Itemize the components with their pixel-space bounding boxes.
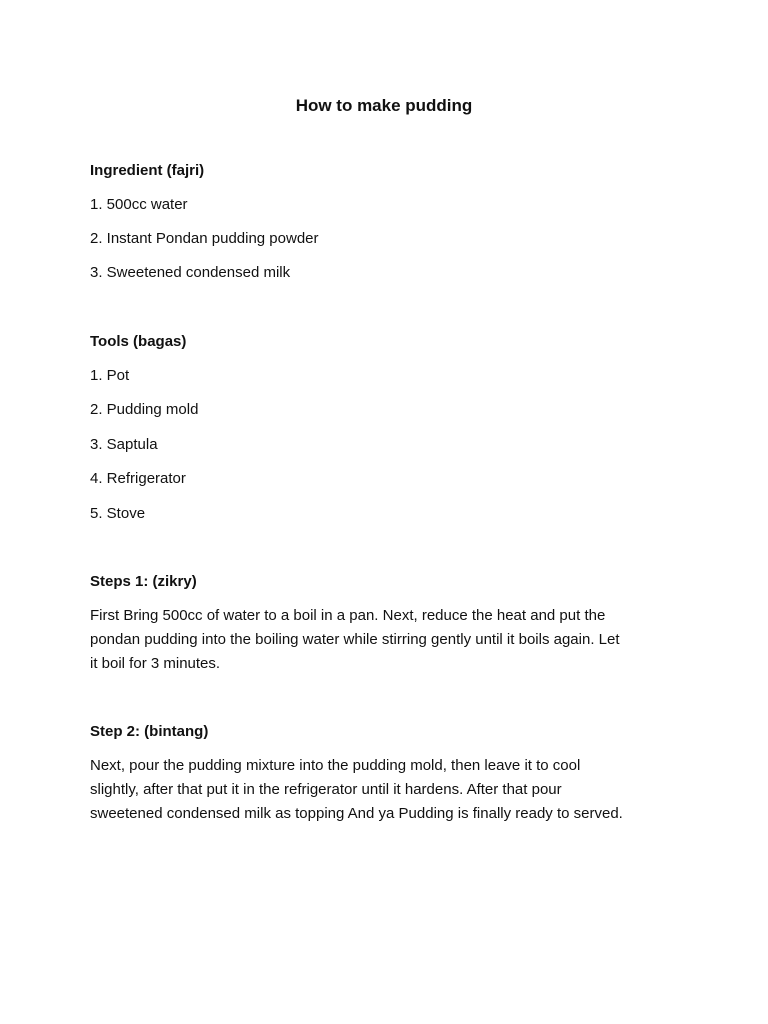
- step2-text-line: slightly, after that put it in the refrigerator until it hardens. After that pour: [90, 781, 562, 798]
- step2-text-line: Next, pour the pudding mixture into the pudding mold, then leave it to cool: [90, 757, 581, 774]
- ingredient-item: 1. 500cc water: [90, 196, 188, 213]
- tool-item: 3. Saptula: [90, 436, 158, 453]
- ingredient-item: 2. Instant Pondan pudding powder: [90, 230, 319, 247]
- step1-heading: Steps 1: (zikry): [90, 573, 197, 590]
- ingredient-item: 3. Sweetened condensed milk: [90, 264, 291, 281]
- step2-text-line: sweetened condensed milk as topping And ya Pudding is finally ready to served.: [90, 805, 623, 822]
- tool-item: 5. Stove: [90, 505, 146, 522]
- document-title: How to make pudding: [295, 96, 473, 115]
- ingredients-heading: Ingredient (fajri): [90, 162, 205, 179]
- tools-heading: Tools (bagas): [90, 333, 187, 350]
- step1-text-line: First Bring 500cc of water to a boil in a pan. Next, reduce the heat and put the: [90, 607, 606, 624]
- step2-heading: Step 2: (bintang): [90, 723, 209, 740]
- tool-item: 2. Pudding mold: [90, 401, 199, 418]
- tool-item: 4. Refrigerator: [90, 470, 186, 487]
- step1-text-line: pondan pudding into the boiling water while stirring gently until it boils again. Let: [90, 631, 620, 648]
- tool-item: 1. Pot: [90, 367, 130, 384]
- step1-text-line: it boil for 3 minutes.: [90, 655, 221, 672]
